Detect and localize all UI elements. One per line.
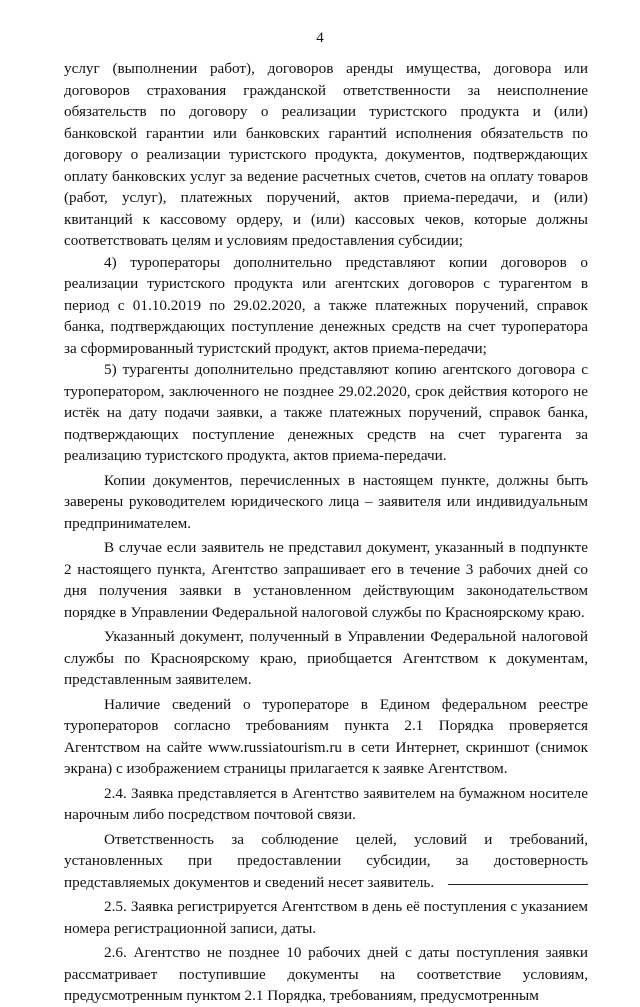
paragraph-6: Указанный документ, полученный в Управлении Федеральной налоговой службы по Красноярскому краю, приобщается Агентством к документам, представленным заявителем.	[64, 628, 588, 688]
page-number: 4	[316, 30, 324, 46]
paragraph-5: В случае если заявитель не представил документ, указанный в подпункте 2 настоящего пункта, Агентство запрашивает его в течение 3 рабочих дней со дня получения заявки в установленном действующим законодательством порядке в Управлении Федеральной налоговой службы по Красноярскому краю.	[64, 539, 588, 621]
paragraph-9: Ответственность за соблюдение целей, условий и требований, установленных при предоставлении субсидии, за достоверность представляемых документов и сведений несет заявитель.	[64, 830, 588, 891]
paragraph-8: 2.4. Заявка представляется в Агентство заявителем на бумажном носителе нарочным либо посредством почтовой связи.	[64, 784, 588, 823]
paragraph-7: Наличие сведений о туроператоре в Едином федеральном реестре туроператоров согласно требованиям пункта 2.1 Порядка проверяется Агентством на сайте www.russiatourism.ru в сети Интернет, скриншот (снимок экрана) с изображением страницы прилагается к заявке Агентством.	[64, 695, 588, 777]
paragraph-2: 4) туроператоры дополнительно представляют копии договоров о реализации туристского продукта или агентских договоров с турагентом в период с 01.10.2019 по 29.02.2020, а также платежных поручений, справок банка, подтверждающих поступление денежных средств на счет туроператора за сформированный туристский продукт, актов приема-передачи;	[64, 253, 588, 357]
footer-rule	[448, 884, 588, 885]
paragraph-4: Копии документов, перечисленных в настоящем пункте, должны быть заверены руководителем юридического лица – заявителя или индивидуальным предпринимателем.	[64, 471, 588, 532]
body-text	[64, 58, 588, 1007]
paragraph-10: 2.5. Заявка регистрируется Агентством в день её поступления с указанием номера регистрационной записи, даты.	[64, 898, 588, 937]
paragraph-3: 5) турагенты дополнительно представляют копию агентского договора с туроператором, заключенного не позднее 29.02.2020, срок действия которого не истёк на дату подачи заявки, а также платежных поручений, справок банка, подтверждающих поступление денежных средств на счет турагента за реализацию туристского продукта, актов приема-передачи.	[64, 361, 588, 464]
paragraph-1: услуг (выполнении работ), договоров аренды имущества, договора или договоров страхования гражданской ответственности за неисполнение обязательств по договору о реализации туристского продукта и (или) банковской гарантии или банковских гарантий исполнения обязательств по договору о реализации туристского продукта, документов, подтверждающих оплату банковских услуг за ведение расчетных счетов, счетов на оплату товаров (работ, услуг), платежных поручений, актов приема-передачи, и (или) квитанций к кассовому ордеру, и (или) кассовых чеков, которые должны соответствовать целям и условиям предоставления субсидии;	[64, 60, 588, 249]
paragraph-11: 2.6. Агентство не позднее 10 рабочих дней с даты поступления заявки рассматривает поступившие документы на соответствие условиям, предусмотренным пунктом 2.1 Порядка, требованиям, предусмотренным	[64, 944, 588, 1004]
